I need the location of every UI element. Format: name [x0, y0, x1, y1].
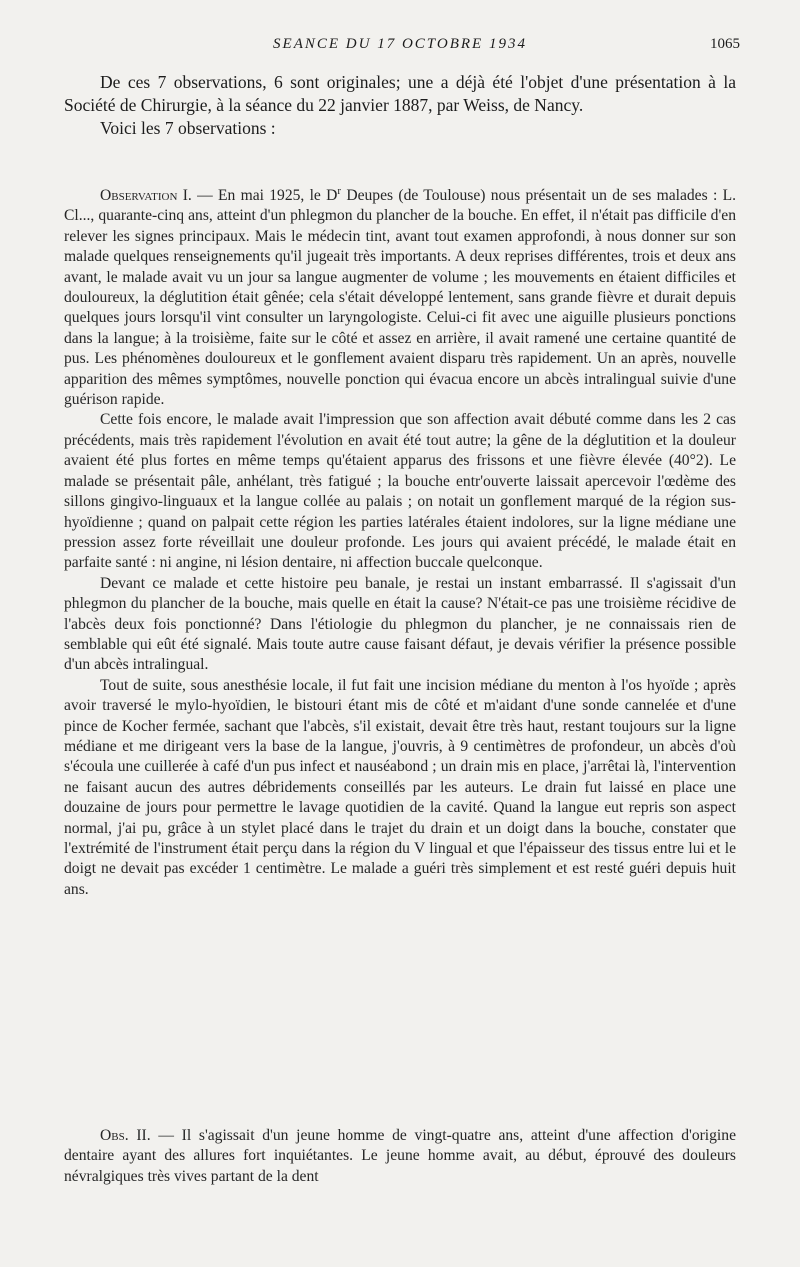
observation-2-text: — Il s'agissait d'un jeune homme de vingt-quatre ans, atteint d'une affection d'origine dentaire ayant des allures fort inquiétantes. Le jeune homme avait, au début, éprouvé des douleurs névralgiques très vives partant de la dent [64, 1127, 736, 1185]
observation-1-text-rest: Deupes (de Toulouse) nous présentait un de ses malades : L. Cl..., quarante-cinq ans, atteint d'un phlegmon du plancher de la bouche. En effet, il n'était pas difficile d'en relever les signes principaux. Mais le médecin tint, avant tout examen approfondi, à nous donner sur son malade quelques renseignements qu'il jugeait très importants. A deux reprises différentes, trois et deux ans avant, le malade avait vu un jour sa langue augmenter de volume ; les mouvements en étaient difficiles et douloureux, la déglutition était gênée; cela s'était développé lentement, sans grande fièvre et durait depuis quelques jours lorsqu'il vint consulter un laryngologiste. Celui-ci fit avec une aiguille plusieurs ponctions dans la langue; à la troisième, faite sur le côté et assez en arrière, il avait ramené une certaine quantité de pus. Les phénomènes douloureux et le gonflement avaient disparu très rapidement. Un an après, nouvelle apparition des mêmes symptômes, nouvelle ponction qui évacua encore un abcès intralingual suivie d'une guérison rapide. [64, 187, 736, 409]
observation-1 [64, 186, 736, 900]
intro-announcement: Voici les 7 observations : [100, 118, 276, 139]
running-head [60, 36, 740, 60]
running-title: SEANCE DU 17 OCTOBRE 1934 [273, 36, 527, 52]
observation-1-label: Observation I. [100, 187, 192, 204]
observation-2 [64, 1126, 736, 1187]
intro-paragraph: De ces 7 observations, 6 sont originales; une a déjà été l'objet d'une présentation à la Société de Chirurgie, à la séance du 22 janvier 1887, par Weiss, de Nancy. [64, 72, 736, 116]
observation-1-paragraph-1 [64, 186, 736, 410]
page-number: 1065 [710, 36, 740, 52]
observation-1-text-start: — En mai 1925, le D [191, 187, 338, 204]
observation-1-superscript: r [337, 184, 342, 197]
observation-1-paragraph-2: Cette fois encore, le malade avait l'impression que son affection avait débuté comme dans les 2 cas précédents, mais très rapidement l'évolution en avait été tout autre; la gêne de la déglutition et la douleur avaient été plus fortes en même temps qu'étaient apparus des frissons et une fièvre élevée (40°2). Le malade se présentait pâle, anhélant, très fatigué ; la bouche entr'ouverte laissait apercevoir l'œdème des sillons gingivo-linguaux et la langue collée au palais ; on notait un gonflement marqué de la région sus-hyoïdienne ; quand on palpait cette région les parties latérales étaient indolores, sur la ligne médiane une pression assez forte réveillait une douleur profonde. Les jours qui avaient précédé, le malade était en parfaite santé : ni angine, ni lésion dentaire, ni affection buccale quelconque. [64, 411, 736, 572]
observation-2-label: Obs. II. [100, 1127, 151, 1144]
observation-2-paragraph-1 [64, 1126, 736, 1187]
observation-1-paragraph-4: Tout de suite, sous anesthésie locale, il fut fait une incision médiane du menton à l'os hyoïde ; après avoir traversé le mylo-hyoïdien, le bistouri étant mis de côté et m'aidant d'une sonde cannelée et d'une pince de Kocher fermée, sachant que l'abcès, s'il existait, devait être très haut, restant toujours sur la ligne médiane et me dirigeant vers la base de la langue, j'ouvris, à 9 centimètres de profondeur, un abcès d'où s'écoula une cuillerée à café d'un pus infect et nauséabond ; un drain mis en place, j'arrêtai là, l'intervention ne faisant aucun des autres débridements conseillés par les auteurs. Le drain fut laissé en place une douzaine de jours pour permettre le lavage quotidien de la cavité. Quand la langue eut repris son aspect normal, j'ai pu, grâce à un stylet placé dans le trajet du drain et un doigt dans la bouche, constater que l'extrémité de l'instrument était perçu dans la région du V lingual et que l'épaisseur des tissus entre lui et le doigt ne devait pas excéder 1 centimètre. Le malade a guéri très simplement et est resté guéri depuis huit ans. [64, 676, 736, 898]
intro-section [64, 71, 736, 141]
observation-1-paragraph-3: Devant ce malade et cette histoire peu banale, je restai un instant embarrassé. Il s'agissait d'un phlegmon du plancher de la bouche, mais quelle en était la cause? N'était-ce pas une troisième récidive de l'abcès deux fois ponctionné? Dans l'étiologie du phlegmon du plancher, je ne connaissais rien de semblable qui eût été signalé. Mais toute autre cause faisant défaut, je devais vérifier la présence possible d'un abcès intralingual. [64, 574, 736, 674]
